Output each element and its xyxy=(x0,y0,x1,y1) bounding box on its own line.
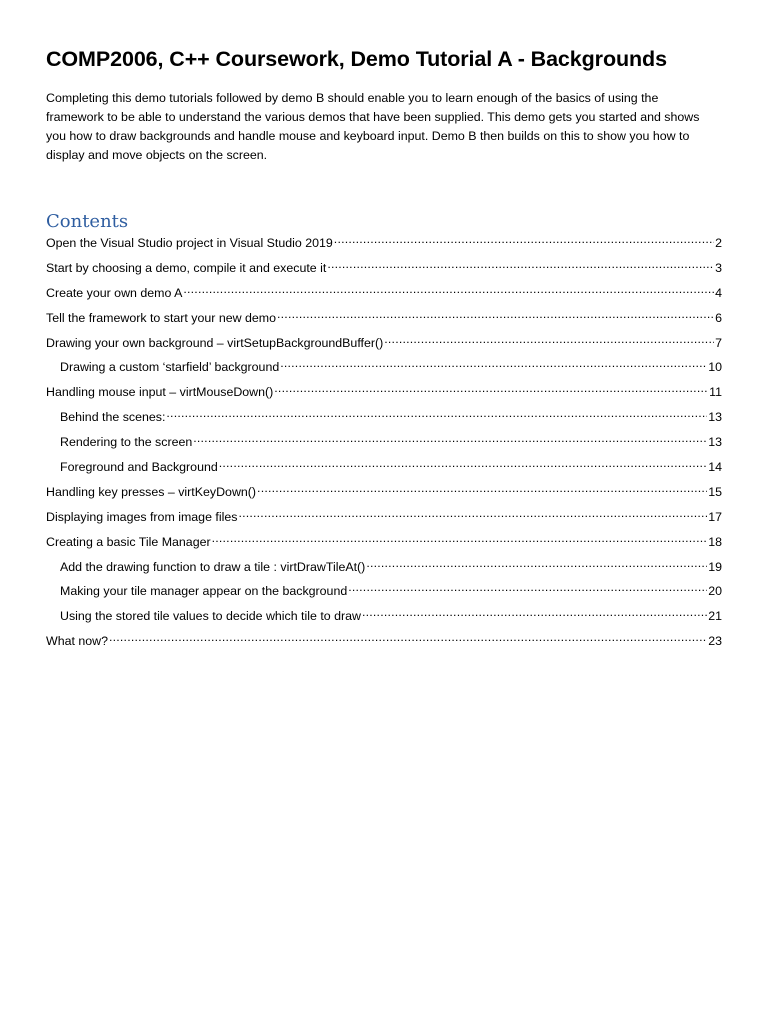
toc-entry-title[interactable]: Foreground and Background xyxy=(60,460,218,475)
toc-entry-title[interactable]: Drawing your own background – virtSetupBackgroundBuffer() xyxy=(46,335,384,350)
toc-dot-leader xyxy=(109,633,707,645)
toc-page-number[interactable]: 15 xyxy=(708,484,722,499)
contents-heading: Contents xyxy=(46,211,129,232)
toc-entry-title[interactable]: Displaying images from image files xyxy=(46,509,238,524)
table-of-contents xyxy=(46,232,722,655)
toc-page-number[interactable]: 13 xyxy=(708,435,722,450)
toc-entry-title[interactable]: Rendering to the screen xyxy=(60,435,193,450)
toc-dot-leader xyxy=(277,310,714,322)
toc-entry-title[interactable]: Start by choosing a demo, compile it and execute it xyxy=(46,260,327,275)
toc-entry-title[interactable]: Handling key presses – virtKeyDown() xyxy=(46,484,257,499)
toc-entry-title[interactable]: Create your own demo A xyxy=(46,285,183,300)
toc-entry-title[interactable]: Handling mouse input – virtMouseDown() xyxy=(46,385,274,400)
toc-page-number[interactable]: 21 xyxy=(708,609,722,624)
toc-entry[interactable] xyxy=(46,381,722,406)
toc-dot-leader xyxy=(384,335,714,347)
toc-page-number[interactable]: 17 xyxy=(708,509,722,524)
toc-entry[interactable] xyxy=(46,456,722,481)
page-title: COMP2006, C++ Coursework, Demo Tutorial A - Backgrounds xyxy=(46,47,667,71)
toc-page-number[interactable]: 11 xyxy=(709,385,722,400)
toc-entry-title[interactable]: Drawing a custom ‘starfield’ background xyxy=(60,360,280,375)
toc-dot-leader xyxy=(362,608,707,620)
toc-page-number[interactable]: 14 xyxy=(708,460,722,475)
toc-entry-title[interactable]: Using the stored tile values to decide which tile to draw xyxy=(60,609,361,624)
toc-page-number[interactable]: 7 xyxy=(715,335,722,350)
toc-entry[interactable] xyxy=(46,605,722,630)
toc-dot-leader xyxy=(366,559,707,571)
toc-dot-leader xyxy=(348,583,707,595)
toc-entry[interactable] xyxy=(46,232,722,257)
toc-entry-title[interactable]: Add the drawing function to draw a tile : virtDrawTileAt() xyxy=(60,559,366,574)
toc-entry[interactable] xyxy=(46,556,722,581)
toc-dot-leader xyxy=(219,459,707,471)
toc-page-number[interactable]: 19 xyxy=(708,559,722,574)
toc-page-number[interactable]: 2 xyxy=(715,236,722,250)
toc-page-number[interactable]: 13 xyxy=(708,410,722,425)
toc-dot-leader xyxy=(212,534,708,546)
toc-dot-leader xyxy=(327,260,714,272)
toc-entry-title[interactable]: Tell the framework to start your new demo xyxy=(46,310,277,325)
toc-entry-title[interactable]: Making your tile manager appear on the background xyxy=(60,584,348,599)
toc-entry-title[interactable]: Creating a basic Tile Manager xyxy=(46,534,211,549)
toc-page-number[interactable]: 20 xyxy=(708,584,722,599)
toc-dot-leader xyxy=(274,384,708,396)
toc-dot-leader xyxy=(257,484,707,496)
toc-page-number[interactable]: 4 xyxy=(715,285,722,300)
toc-dot-leader xyxy=(334,235,714,247)
toc-entry[interactable] xyxy=(46,506,722,531)
toc-page-number[interactable]: 18 xyxy=(708,534,722,549)
toc-page-number[interactable]: 6 xyxy=(715,310,722,325)
toc-entry[interactable] xyxy=(46,282,722,307)
toc-entry[interactable] xyxy=(46,531,722,556)
toc-entry-title[interactable]: What now? xyxy=(46,634,108,649)
toc-entry[interactable] xyxy=(46,257,722,282)
toc-entry[interactable] xyxy=(46,630,722,655)
toc-entry[interactable] xyxy=(46,332,722,357)
toc-dot-leader xyxy=(238,509,707,521)
toc-dot-leader xyxy=(166,409,707,421)
toc-page-number[interactable]: 10 xyxy=(708,360,722,375)
toc-entry-title[interactable]: Open the Visual Studio project in Visual Studio 2019 xyxy=(46,236,333,250)
toc-entry[interactable] xyxy=(46,307,722,332)
toc-page-number[interactable]: 23 xyxy=(708,634,722,649)
toc-page-number[interactable]: 3 xyxy=(715,260,722,275)
toc-entry[interactable] xyxy=(46,481,722,506)
toc-entry[interactable] xyxy=(46,431,722,456)
toc-entry[interactable] xyxy=(46,406,722,431)
intro-paragraph: Completing this demo tutorials followed by demo B should enable you to learn enough of the basics of using the framework to be able to understand the various demos that have been supplied. This demo gets you started and shows you how to draw backgrounds and handle mouse and keyboard input. Demo B then builds on this to show you how to display and move objects on the screen. xyxy=(46,91,700,162)
toc-entry[interactable] xyxy=(46,356,722,381)
toc-dot-leader xyxy=(193,434,707,446)
toc-entry-title[interactable]: Behind the scenes: xyxy=(60,410,166,425)
toc-dot-leader xyxy=(183,285,714,297)
toc-dot-leader xyxy=(280,359,707,371)
toc-entry[interactable] xyxy=(46,580,722,605)
